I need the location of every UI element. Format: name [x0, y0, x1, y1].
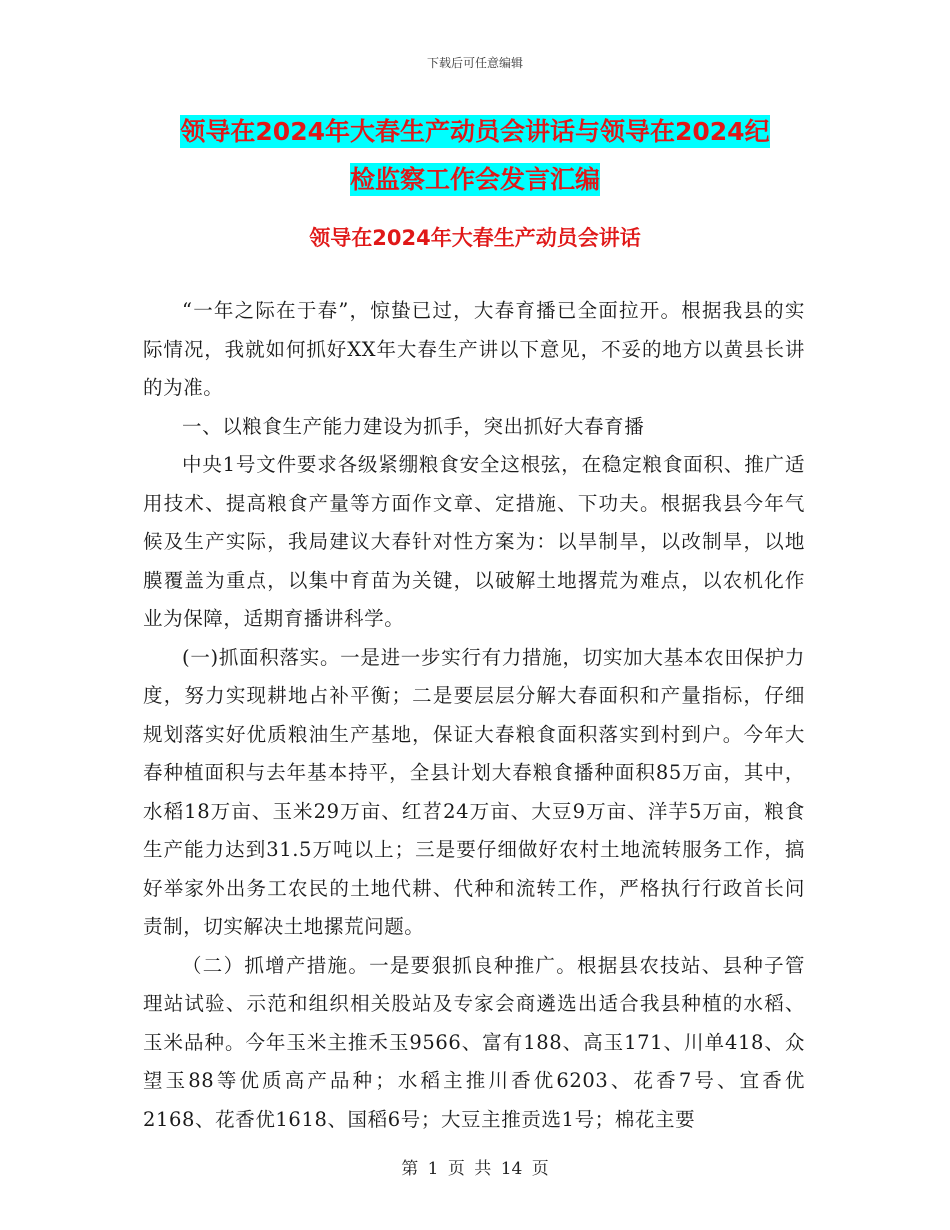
document-title-line-1: 领导在2024年大春生产动员会讲话与领导在2024纪: [180, 117, 770, 146]
document-title: [140, 108, 810, 204]
document-body: [143, 292, 805, 1139]
section-title: 领导在2024年大春生产动员会讲话: [309, 226, 641, 250]
paragraph-policy: 中央1号文件要求各级紧绷粮食安全这根弦，在稳定粮食面积、推广适用技术、提高粮食产量等方面作文章、定措施、下功夫。根据我县今年气候及生产实际，我局建议大春针对性方案为：以旱制旱，以改制旱，以地膜覆盖为重点，以集中育苗为关键，以破解土地撂荒为难点，以农机化作业为保障，适期育播讲科学。: [143, 453, 805, 630]
paragraph-intro: “一年之际在于春”，惊蛰已过，大春育播已全面拉开。根据我县的实际情况，我就如何抓好XX年大春生产讲以下意见，不妥的地方以黄县长讲的为准。: [143, 299, 805, 399]
header-note: 下载后可任意编辑: [426, 56, 523, 70]
paragraph-yield: （二）抓增产措施。一是要狠抓良种推广。根据县农技站、县种子管理站试验、示范和组织相关股站及专家会商遴选出适合我县种植的水稻、玉米品种。今年玉米主推禾玉9566、富有188、高玉171、川单418、众望玉88等优质高产品种；水稻主推川香优6203、花香7号、宜香优2168、花香优1618、国稻6号；大豆主推贡选1号；棉花主要: [143, 953, 805, 1131]
document-title-line-2: 检监察工作会发言汇编: [349, 165, 600, 194]
paragraph-area: (一)抓面积落实。一是进一步实行有力措施，切实加大基本农田保护力度，努力实现耕地占补平衡；二是要层层分解大春面积和产量指标，仔细规划落实好优质粮油生产基地，保证大春粮食面积落实到村到户。今年大春种植面积与去年基本持平，全县计划大春粮食播种面积85万亩，其中，水稻18万亩、玉米29万亩、红苕24万亩、大豆9万亩、洋芋5万亩，粮食生产能力达到31.5万吨以上；三是要仔细做好农村土地流转服务工作，搞好举家外出务工农民的土地代耕、代种和流转工作，严格执行行政首长问责制，切实解决土地摞荒问题。: [143, 645, 805, 938]
page-number: 第 1 页 共 14 页: [401, 1159, 549, 1179]
paragraph-heading-1: 一、以粮食生产能力建设为抓手，突出抓好大春育播: [182, 414, 645, 438]
